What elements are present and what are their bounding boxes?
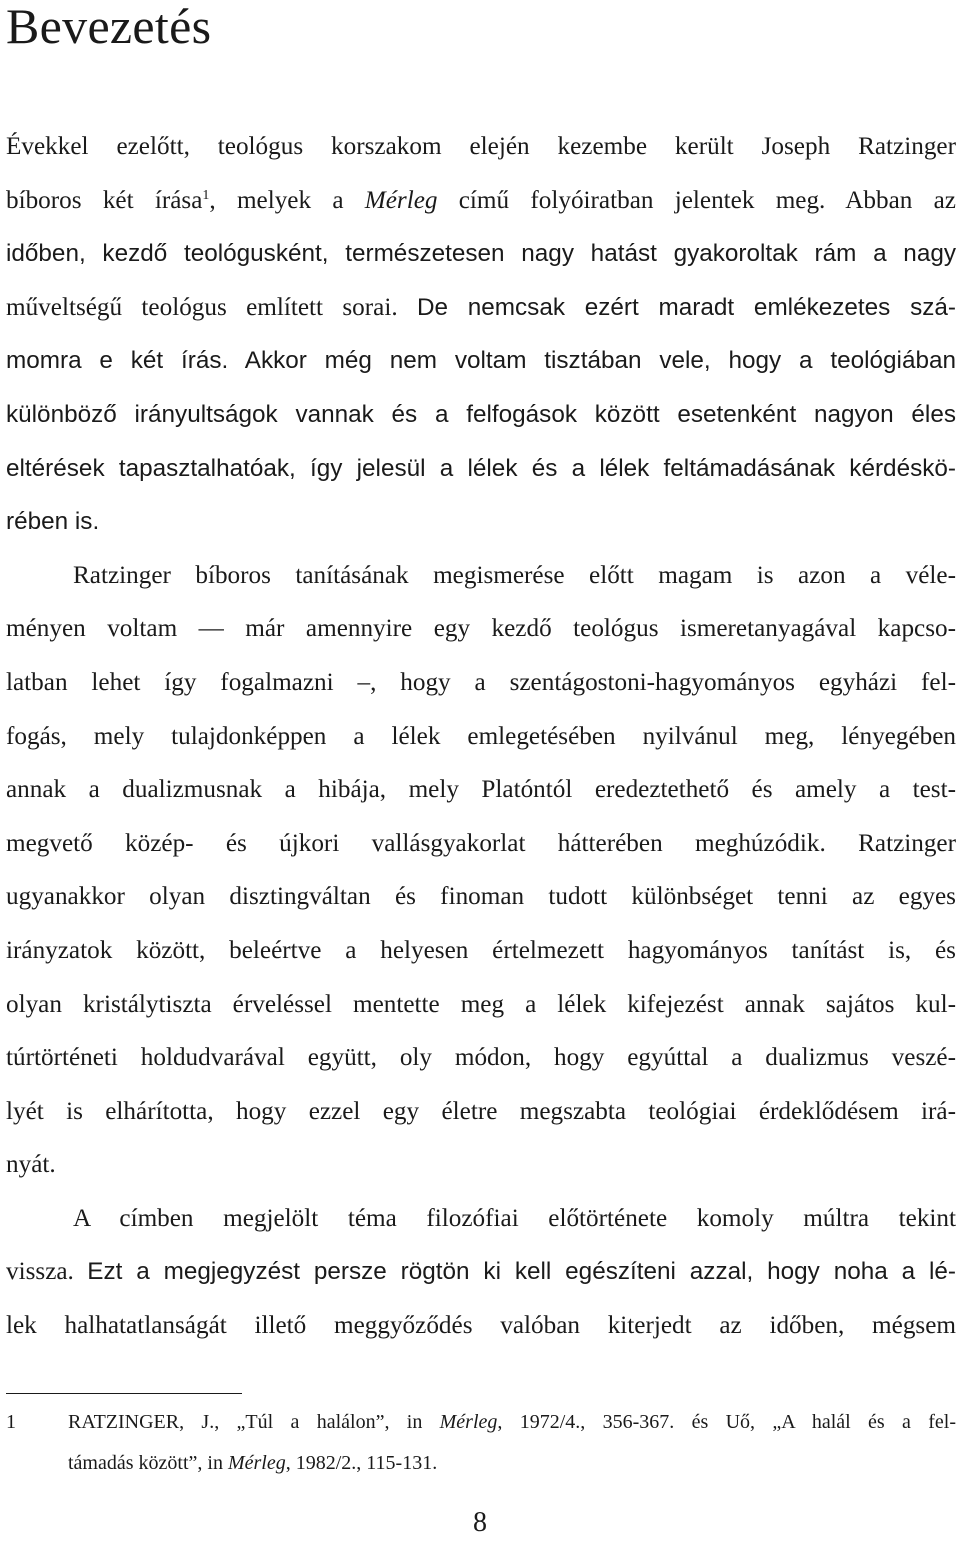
text-line: megvető közép- és újkori vallásgyakorlat hátterében meghúzódik. Ratzinger	[6, 829, 956, 857]
text-line: irányzatok között, beleértve a helyesen értelmezett hagyományos tanítást is, és	[6, 936, 956, 964]
footnote	[6, 1402, 956, 1484]
text-run: Akkor még nem voltam tisztában vele, hogy a teológiában	[244, 347, 956, 375]
text-run: Ezt a megjegyzést persze rögtön ki kell egészíteni azzal, hogy noha a lé-	[87, 1258, 956, 1286]
footnote-separator	[6, 1393, 242, 1394]
text-line: rében is.	[6, 508, 100, 536]
text-line	[6, 174, 956, 228]
text-run: műveltségű teológus említett sorai.	[6, 293, 417, 321]
text-line: olyan kristálytiszta érveléssel mentette meg a lélek kifejezést annak sajátos kul-	[6, 990, 956, 1018]
journal-title: Mérleg	[439, 1411, 498, 1433]
text-line: Ratzinger bíboros tanításának megismerése előtt magam is azon a véle-	[73, 561, 956, 589]
text-line: különböző irányultságok vannak és a felfogások között esetenként nagyon éles	[6, 400, 956, 428]
text-run: , 1972/4., 356-367. és Uő, „A halál és a fel-	[497, 1411, 956, 1433]
text-line: túrtörténeti holdudvarával együtt, oly módon, hogy egyúttal a dualizmus veszé-	[6, 1044, 956, 1072]
text-line: ményen voltam — már amennyire egy kezdő teológus ismeretanyagával kapcso-	[6, 615, 956, 643]
journal-title: Mérleg	[227, 1452, 286, 1474]
text-line: A címben megjelölt téma filozófiai előtörténete komoly múltra tekint	[73, 1204, 956, 1232]
text-line: ugyanakkor olyan disztingváltan és finoman tudott különbséget tenni az egyes	[6, 883, 956, 911]
text-run: De nemcsak ezért maradt emlékezetes szá-	[416, 293, 956, 321]
text-line	[68, 1443, 956, 1484]
body-text	[6, 120, 956, 1353]
text-line: latban lehet így fogalmazni –, hogy a szentágostoni-hagyományos egyházi fel-	[6, 668, 956, 696]
journal-title: Mérleg	[364, 186, 438, 214]
text-line: fogás, mely tulajdonképpen a lélek emlegetésében nyilvánul meg, lényegében	[6, 722, 956, 750]
text-line	[6, 1245, 956, 1299]
text-line: lyét is elhárította, hogy ezzel egy életre megszabta teológiai érdeklődésem irá-	[6, 1097, 956, 1125]
text-line	[68, 1402, 956, 1443]
chapter-heading: Bevezetés	[6, 0, 212, 54]
text-line: időben, kezdő teológusként, természetesen nagy hatást gyakoroltak rám a nagy	[6, 240, 956, 268]
text-run: bíboros két írása	[6, 186, 203, 214]
footnote-text	[68, 1402, 956, 1484]
text-run: RATZINGER, J., „Túl a halálon”, in	[68, 1411, 440, 1433]
text-line	[6, 334, 956, 388]
text-run: , 1982/2., 115-131.	[285, 1452, 438, 1474]
text-line: Évekkel ezelőtt, teológus korszakom elején kezembe került Joseph Ratzinger	[6, 133, 956, 160]
text-run: című folyóiratban jelentek meg. Abban az	[437, 186, 956, 214]
text-line	[6, 281, 956, 335]
text-line: nyát.	[6, 1151, 56, 1179]
text-run: momra e két írás.	[6, 347, 245, 375]
text-line: annak a dualizmusnak a hibája, mely Platóntól eredeztethető és amely a test-	[6, 776, 956, 804]
text-run: vissza.	[6, 1258, 88, 1286]
text-run: , melyek a	[209, 186, 365, 214]
footnote-number: 1	[6, 1411, 16, 1433]
text-run: támadás között”, in	[68, 1452, 228, 1474]
page-number: 8	[473, 1507, 487, 1538]
footnote-reference[interactable]: 1	[202, 187, 210, 203]
text-line: eltérések tapasztalhatóak, így jelesül a lélek és a lélek feltámadásának kérdéskö-	[6, 454, 956, 482]
text-line: lek halhatatlanságát illető meggyőződés valóban kiterjedt az időben, mégsem	[6, 1312, 956, 1340]
